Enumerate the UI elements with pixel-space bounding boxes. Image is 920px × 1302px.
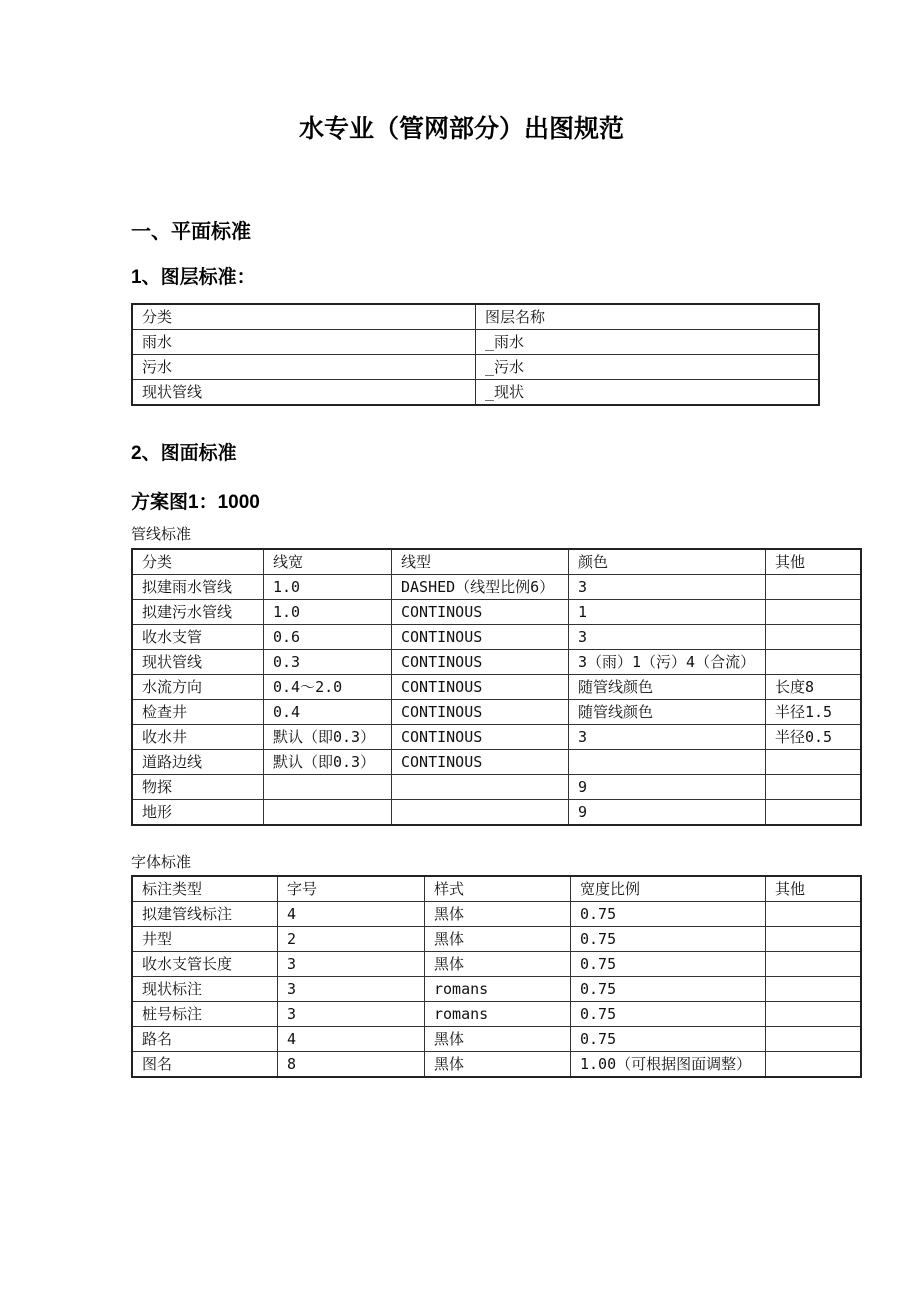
- table-cell: 长度8: [766, 675, 862, 700]
- table-cell: 1.0: [264, 575, 392, 600]
- section-heading-plane-standard: 一、平面标准: [131, 221, 251, 243]
- table-cell: 2: [278, 927, 425, 952]
- table-cell: 半径1.5: [766, 700, 862, 725]
- table-row: [132, 1002, 861, 1027]
- table-row: [132, 575, 861, 600]
- table-header-cell: 线宽: [264, 549, 392, 575]
- table-cell: 1.00（可根据图面调整）: [571, 1052, 766, 1078]
- table-cell: 9: [569, 800, 766, 826]
- table-header-cell: 标注类型: [132, 876, 278, 902]
- table-cell: [766, 1052, 862, 1078]
- table-cell: 黑体: [425, 1052, 571, 1078]
- table-cell: 物探: [132, 775, 264, 800]
- table-header-cell: 样式: [425, 876, 571, 902]
- table-cell: [569, 750, 766, 775]
- table-row: [132, 1052, 861, 1078]
- table-cell: [264, 800, 392, 826]
- table-cell: [766, 800, 862, 826]
- table-cell: 3: [278, 977, 425, 1002]
- table-cell: 检查井: [132, 700, 264, 725]
- document-title: 水专业（管网部分）出图规范: [299, 115, 625, 143]
- table-row: [132, 380, 819, 406]
- layer-standard-table: [131, 303, 820, 406]
- table-cell: 黑体: [425, 952, 571, 977]
- table-cell: 拟建污水管线: [132, 600, 264, 625]
- table-cell: 桩号标注: [132, 1002, 278, 1027]
- table-header-row: [132, 876, 861, 902]
- scheme-scale-heading: 方案图1：1000: [131, 492, 260, 513]
- table-row: [132, 650, 861, 675]
- table-row: [132, 902, 861, 927]
- table-cell: 8: [278, 1052, 425, 1078]
- table-header-cell: 其他: [766, 549, 862, 575]
- table-cell: [766, 600, 862, 625]
- table-cell: 4: [278, 1027, 425, 1052]
- table-cell: 1: [569, 600, 766, 625]
- table-cell: 0.75: [571, 902, 766, 927]
- table-row: [132, 775, 861, 800]
- subsection-heading-layer-standard: 1、图层标准：: [131, 267, 256, 288]
- table-cell: 雨水: [132, 330, 476, 355]
- table-cell: [766, 575, 862, 600]
- table-cell: _雨水: [476, 330, 820, 355]
- table-cell: 0.4～2.0: [264, 675, 392, 700]
- table-header-row: [132, 304, 819, 330]
- font-table-caption: 字体标准: [131, 855, 192, 871]
- table-cell: 3: [569, 575, 766, 600]
- table-header-cell: 线型: [392, 549, 569, 575]
- table-cell: [766, 977, 862, 1002]
- table-cell: 地形: [132, 800, 264, 826]
- pipeline-standard-table: [131, 548, 862, 826]
- table-row: [132, 600, 861, 625]
- table-cell: [766, 902, 862, 927]
- table-cell: 0.75: [571, 1002, 766, 1027]
- table-row: [132, 1027, 861, 1052]
- table-cell: 默认（即0.3）: [264, 750, 392, 775]
- table-cell: CONTINOUS: [392, 750, 569, 775]
- table-cell: CONTINOUS: [392, 650, 569, 675]
- table-cell: 半径0.5: [766, 725, 862, 750]
- table-cell: 9: [569, 775, 766, 800]
- table-cell: CONTINOUS: [392, 700, 569, 725]
- table-cell: [766, 625, 862, 650]
- table-cell: 道路边线: [132, 750, 264, 775]
- table-row: [132, 952, 861, 977]
- table-cell: [766, 775, 862, 800]
- table-cell: 3: [569, 725, 766, 750]
- table-cell: DASHED（线型比例6）: [392, 575, 569, 600]
- table-row: [132, 927, 861, 952]
- table-cell: 路名: [132, 1027, 278, 1052]
- table-row: [132, 725, 861, 750]
- table-cell: 黑体: [425, 927, 571, 952]
- table-cell: 0.75: [571, 952, 766, 977]
- table-cell: 0.75: [571, 1027, 766, 1052]
- table-cell: 黑体: [425, 1027, 571, 1052]
- table-cell: 3: [569, 625, 766, 650]
- table-cell: 收水支管长度: [132, 952, 278, 977]
- table-cell: 污水: [132, 355, 476, 380]
- table-row: [132, 800, 861, 826]
- table-cell: [766, 952, 862, 977]
- table-cell: [766, 1002, 862, 1027]
- table-cell: [392, 775, 569, 800]
- table-cell: 3: [278, 1002, 425, 1027]
- table-cell: 水流方向: [132, 675, 264, 700]
- table-cell: [392, 800, 569, 826]
- table-row: [132, 355, 819, 380]
- table-row: [132, 977, 861, 1002]
- table-row: [132, 675, 861, 700]
- table-cell: 拟建雨水管线: [132, 575, 264, 600]
- table-cell: 0.3: [264, 650, 392, 675]
- table-cell: 现状标注: [132, 977, 278, 1002]
- table-row: [132, 750, 861, 775]
- table-cell: CONTINOUS: [392, 725, 569, 750]
- table-row: [132, 625, 861, 650]
- table-cell: 1.0: [264, 600, 392, 625]
- table-cell: 0.75: [571, 977, 766, 1002]
- table-cell: 收水井: [132, 725, 264, 750]
- table-cell: 0.4: [264, 700, 392, 725]
- table-cell: 默认（即0.3）: [264, 725, 392, 750]
- table-header-cell: 图层名称: [476, 304, 820, 330]
- table-cell: 现状管线: [132, 380, 476, 406]
- table-cell: CONTINOUS: [392, 600, 569, 625]
- document-body: [131, 218, 833, 1078]
- table-cell: 3（雨）1（污）4（合流）: [569, 650, 766, 675]
- table-row: [132, 330, 819, 355]
- table-cell: _污水: [476, 355, 820, 380]
- table-row: [132, 700, 861, 725]
- table-cell: 井型: [132, 927, 278, 952]
- table-cell: 现状管线: [132, 650, 264, 675]
- table-cell: [766, 650, 862, 675]
- table-cell: 随管线颜色: [569, 700, 766, 725]
- table-cell: romans: [425, 977, 571, 1002]
- table-cell: 0.6: [264, 625, 392, 650]
- table-cell: 0.75: [571, 927, 766, 952]
- table-cell: [264, 775, 392, 800]
- table-cell: [766, 927, 862, 952]
- table-cell: CONTINOUS: [392, 625, 569, 650]
- table-cell: [766, 750, 862, 775]
- table-cell: 图名: [132, 1052, 278, 1078]
- table-cell: 拟建管线标注: [132, 902, 278, 927]
- pipeline-table-caption: 管线标准: [131, 527, 192, 543]
- table-header-row: [132, 549, 861, 575]
- table-header-cell: 颜色: [569, 549, 766, 575]
- table-header-cell: 其他: [766, 876, 862, 902]
- table-cell: 收水支管: [132, 625, 264, 650]
- table-cell: 随管线颜色: [569, 675, 766, 700]
- table-cell: _现状: [476, 380, 820, 406]
- table-cell: romans: [425, 1002, 571, 1027]
- table-cell: [766, 1027, 862, 1052]
- table-header-cell: 分类: [132, 549, 264, 575]
- table-cell: CONTINOUS: [392, 675, 569, 700]
- table-header-cell: 宽度比例: [571, 876, 766, 902]
- section-heading-drawing-standard: 2、图面标准: [131, 443, 237, 464]
- table-header-cell: 分类: [132, 304, 476, 330]
- table-cell: 黑体: [425, 902, 571, 927]
- table-header-cell: 字号: [278, 876, 425, 902]
- table-cell: 4: [278, 902, 425, 927]
- table-cell: 3: [278, 952, 425, 977]
- font-standard-table: [131, 875, 862, 1078]
